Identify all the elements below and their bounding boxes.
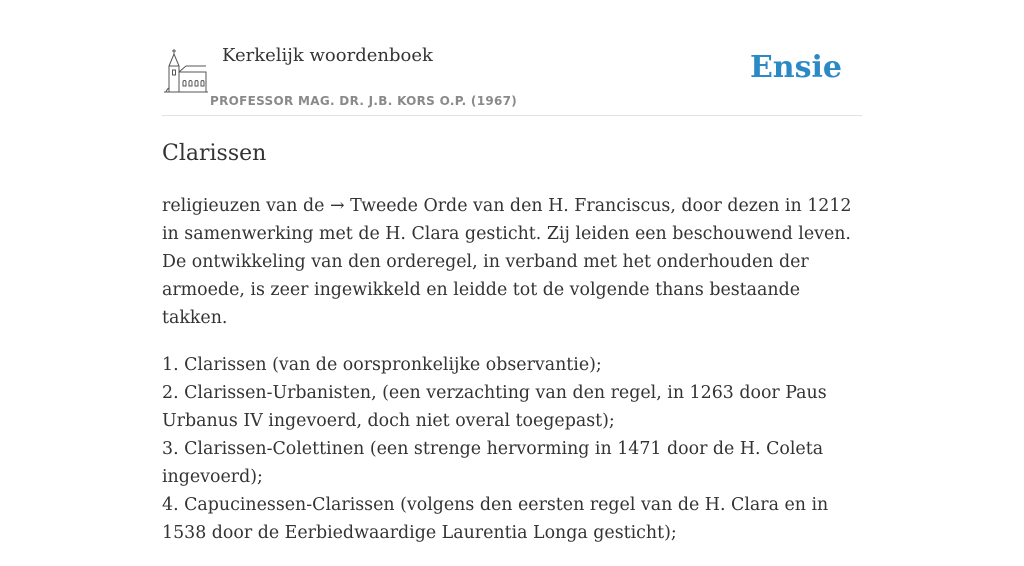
header (162, 0, 862, 116)
author-byline: PROFESSOR MAG. DR. J.B. KORS O.P. (1967) (210, 94, 518, 108)
intro-text-before: religieuzen van de (162, 196, 330, 216)
list-item: 3. Clarissen-Colettinen (een strenge hervorming in 1471 door de H. Coleta ingevoerd); (162, 439, 824, 487)
entry-content (162, 192, 862, 566)
intro-text-after: , door dezen in 1212 in samenwerking met de H. Clara gesticht. Zij leiden een beschouwend leven. De ontwikkeling van den orderegel, in verband met het onderhouden der armoede, is zeer ingewikkeld en leidde tot de volgende thans bestaande takken. (162, 196, 852, 328)
entry-list (162, 351, 862, 547)
page (162, 0, 862, 543)
xref-link[interactable] (330, 196, 670, 216)
arrow-right-icon: → (329, 196, 345, 216)
list-item: 4. Capucinessen-Clarissen (volgens den eersten regel van de H. Clara en in 1538 door de Eerbiedwaardige Laurentia Longa gesticht); (162, 495, 829, 543)
entry-intro (162, 192, 862, 332)
book-title[interactable]: Kerkelijk woordenboek (222, 45, 433, 66)
ensie-logo-link[interactable]: Ensie (749, 50, 842, 85)
list-item: 1. Clarissen (van de oorspronkelijke observantie); (162, 355, 602, 375)
xref-link-label: Tweede Orde van den H. Franciscus (344, 196, 671, 216)
entry-title: Clarissen (162, 141, 267, 166)
list-item: 2. Clarissen-Urbanisten, (een verzachting van den regel, in 1263 door Paus Urbanus IV ingevoerd, doch niet overal toegepast); (162, 383, 827, 431)
church-icon (164, 48, 208, 94)
